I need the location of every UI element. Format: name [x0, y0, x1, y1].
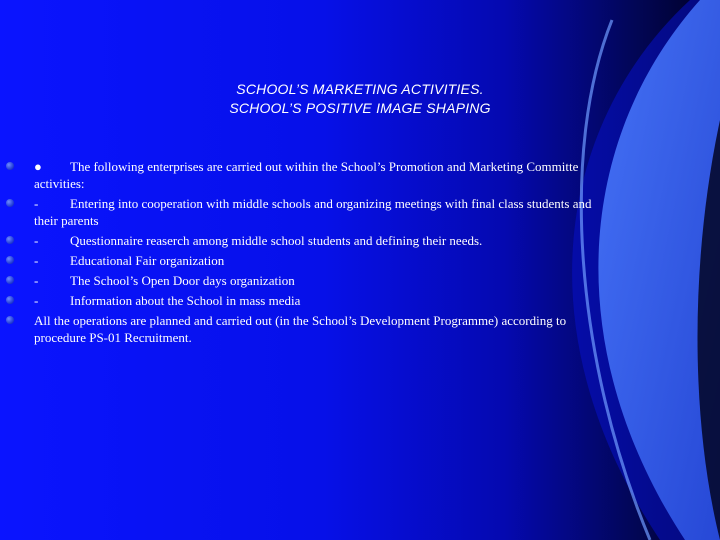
bullet-item: [6, 232, 606, 249]
slide-title: [150, 80, 570, 118]
bullet-lead: ●: [34, 159, 42, 174]
bullet-icon: [6, 256, 14, 264]
bullet-text: All the operations are planned and carried out (in the School’s Development Programme) according to procedure PS-01 Recruitment.: [34, 313, 567, 345]
bullet-icon: [6, 316, 14, 324]
bullet-text: Entering into cooperation with middle schools and organizing meetings with final class students and their parents: [34, 196, 592, 228]
bullet-list: [6, 158, 606, 349]
bullet-item: [6, 272, 606, 289]
bullet-icon: [6, 296, 14, 304]
bullet-text: Questionnaire reaserch among middle school students and defining their needs.: [70, 233, 483, 248]
title-line-1: SCHOOL’S MARKETING ACTIVITIES.: [236, 81, 484, 97]
bullet-lead: -: [34, 293, 39, 308]
bullet-lead: -: [34, 196, 39, 211]
bullet-item: [6, 292, 606, 309]
bullet-item: [6, 195, 606, 229]
bullet-item: [6, 312, 606, 346]
bullet-text: Educational Fair organization: [70, 253, 225, 268]
bullet-text: Information about the School in mass media: [70, 293, 301, 308]
bullet-text: The following enterprises are carried out within the School’s Promotion and Marketing Committe activities:: [34, 159, 579, 191]
bullet-lead: -: [34, 233, 39, 248]
title-line-2: SCHOOL’S POSITIVE IMAGE SHAPING: [229, 100, 491, 116]
bullet-icon: [6, 162, 14, 170]
bullet-lead: -: [34, 273, 39, 288]
bullet-icon: [6, 276, 14, 284]
bullet-item: [6, 158, 606, 192]
bullet-icon: [6, 236, 14, 244]
bullet-lead: -: [34, 253, 39, 268]
bullet-item: [6, 252, 606, 269]
bullet-icon: [6, 199, 14, 207]
bullet-text: The School’s Open Door days organization: [70, 273, 295, 288]
